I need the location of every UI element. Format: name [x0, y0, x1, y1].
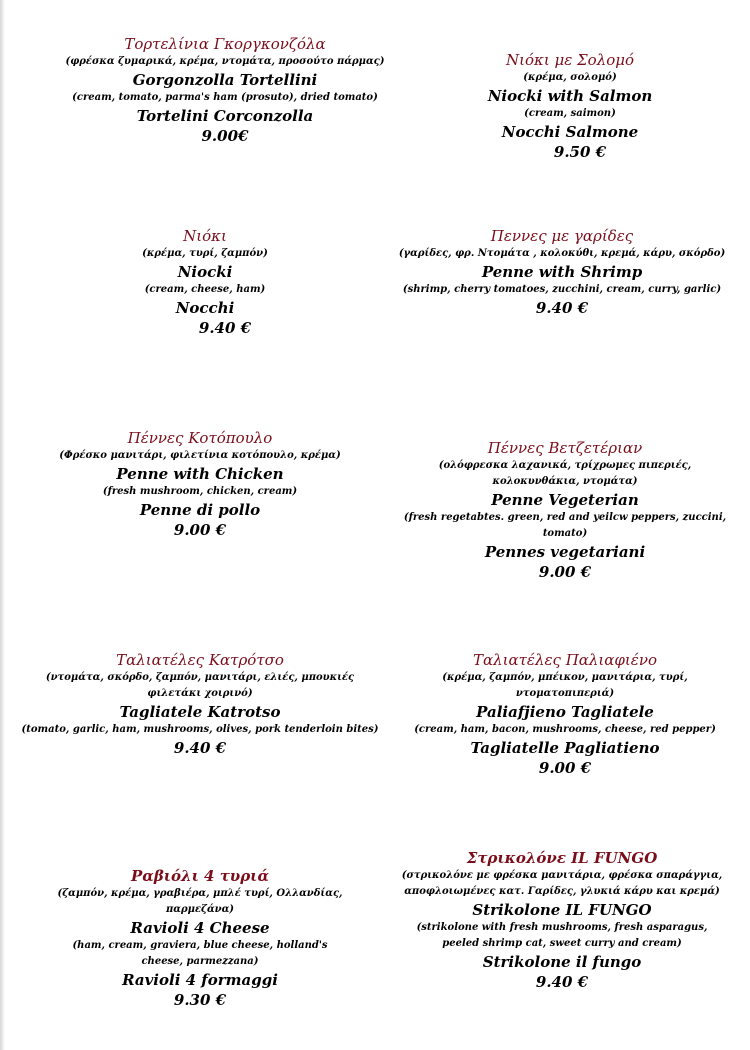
menu-item-penne-chicken — [30, 428, 370, 540]
item-price: 9.50 € — [553, 143, 607, 161]
item-price: 9.00 € — [538, 759, 592, 777]
item-greek-description: (Φρέσκο μανιτάρι, φιλετίνια κοτόπουλο, κρέμα) — [59, 450, 341, 461]
item-english-name: Gorgonzolla Tortellini — [132, 71, 318, 89]
item-italian-name: Nocchi Salmone — [501, 123, 639, 141]
item-price: 9.40 € — [198, 319, 252, 337]
item-english-description: (cream, ham, bacon, mushrooms, cheese, red pepper) — [414, 724, 716, 735]
item-greek-name: Πέννες Κοτόπουλο — [127, 429, 273, 447]
item-greek-name: Στρικολόνε IL FUNGO — [466, 849, 658, 867]
item-greek-name: Πέννες Βετζετέριαν — [487, 439, 643, 457]
item-english-description: (strikolone with fresh mushrooms, fresh asparagus, peeled shrimp cat, sweet curry and cream) — [416, 922, 708, 949]
item-italian-name: Nocchi — [175, 299, 235, 317]
item-english-name: Penne Vegeterian — [491, 491, 639, 509]
item-greek-description: (στρικολόνε με φρέσκα μανιτάρια, φρέσκα σπαράγγια, αποφλοιωμένες κατ. Γαρίδες, γλυκιά κάρυ και κρεμά) — [401, 870, 723, 897]
item-greek-name: Πεννες με γαρίδες — [490, 227, 634, 245]
item-greek-name: Ταλιατέλες Κατρότσο — [116, 651, 284, 669]
item-greek-name: Ραβιόλι 4 τυριά — [131, 867, 269, 885]
item-italian-name: Pennes vegetariani — [484, 543, 646, 561]
item-greek-name: Νιόκι — [183, 227, 227, 245]
item-price: 9.40 € — [535, 973, 589, 991]
item-english-name: Paliafjieno Tagliatele — [476, 703, 654, 721]
item-english-description: (tomato, garlic, ham, mushrooms, olives, pork tenderloin bites) — [21, 724, 379, 735]
item-greek-description: (φρέσκα ζυμαρικά, κρέμα, ντομάτα, προσούτο πάρμας) — [65, 56, 385, 67]
item-greek-name: Νιόκι με Σολομό — [505, 51, 635, 69]
menu-item-penne-vegetarian — [384, 438, 746, 582]
item-greek-name: Ταλιατέλες Παλιαφιένο — [472, 651, 658, 669]
item-italian-name: Tortelini Corconzolla — [136, 107, 314, 125]
item-english-name: Penne with Shrimp — [481, 263, 643, 281]
menu-item-tagliatele-katrotso — [20, 650, 380, 758]
item-greek-description: (ολόφρεσκα λαχανικά, τρίχρωμες πιπεριές, κολοκυνθάκια, ντομάτα) — [438, 460, 692, 487]
item-italian-name: Ravioli 4 formaggi — [122, 971, 278, 989]
menu-item-niocki — [35, 226, 375, 338]
item-italian-name: Strikolone il fungo — [482, 953, 642, 971]
item-greek-description: (κρέμα, ζαμπόν, μπέικον, μανιτάρια, τυρί, ντοματοπιπεριά) — [442, 672, 688, 699]
item-english-description: (fresh mushroom, chicken, cream) — [102, 486, 298, 497]
menu-item-niocki-salmon — [400, 50, 740, 162]
item-english-name: Tagliatele Katrotso — [119, 703, 281, 721]
menu-item-strikolone-il-fungo — [392, 848, 732, 992]
item-greek-description: (ντομάτα, σκόρδο, ζαμπόν, μανιτάρι, ελιές, μπουκιές φιλετάκι χοιρινό) — [45, 672, 355, 699]
item-greek-description: (κρέμα, σολομό) — [523, 72, 617, 83]
item-price: 9.40 € — [173, 739, 227, 757]
menu-item-gorgonzola-tortellini — [55, 34, 395, 146]
item-english-description: (cream, cheese, ham) — [144, 284, 266, 295]
item-price: 9.40 € — [535, 299, 589, 317]
menu-item-ravioli-4-cheese — [25, 866, 375, 1010]
item-greek-name: Τορτελίνια Γκοργκονζόλα — [124, 35, 326, 53]
item-english-name: Strikolone IL FUNGO — [472, 901, 652, 919]
item-english-description: (fresh regetabtes. green, red and yeilcw peppers, zuccini, tomato) — [403, 512, 727, 539]
menu-item-penne-shrimp — [392, 226, 732, 318]
menu-item-tagliatele-paliafjieno — [395, 650, 735, 778]
item-english-name: Ravioli 4 Cheese — [130, 919, 270, 937]
item-english-name: Penne with Chicken — [116, 465, 284, 483]
item-italian-name: Penne di pollo — [139, 501, 261, 519]
item-price: 9.00 € — [173, 521, 227, 539]
item-price: 9.00€ — [201, 127, 249, 145]
item-english-description: (shrimp, cherry tomatoes, zucchini, cream, curry, garlic) — [402, 284, 722, 295]
item-english-description: (ham, cream, graviera, blue cheese, holland's cheese, parmezzana) — [72, 940, 328, 967]
page-edge-shadow — [0, 0, 5, 1050]
item-english-description: (cream, tomato, parma's ham (prosuto), dried tomato) — [72, 92, 378, 103]
item-greek-description: (ζαμπόν, κρέμα, γραβιέρα, μπλέ τυρί, Ολλανδίας, παρμεζάνα) — [57, 888, 343, 915]
item-english-name: Niocki with Salmon — [487, 87, 653, 105]
item-price: 9.00 € — [538, 563, 592, 581]
item-greek-description: (κρέμα, τυρί, ζαμπόν) — [142, 248, 268, 259]
item-english-name: Niocki — [177, 263, 233, 281]
item-price: 9.30 € — [173, 991, 227, 1009]
item-english-description: (cream, saimon) — [524, 108, 616, 119]
item-italian-name: Tagliatelle Pagliatieno — [470, 739, 660, 757]
item-greek-description: (γαρίδες, φρ. Ντομάτα , κολοκύθι, κρεμά, κάρυ, σκόρδο) — [398, 248, 726, 259]
